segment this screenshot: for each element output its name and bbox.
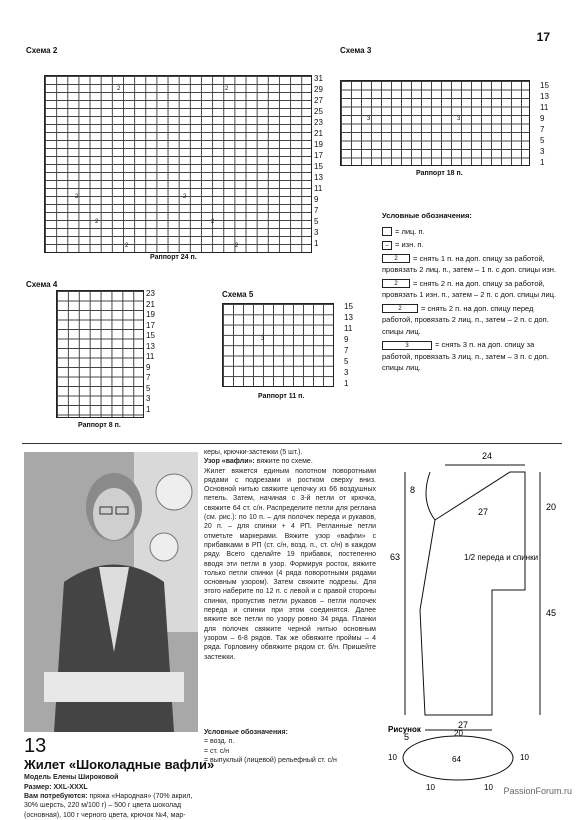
scheme-3-title: Схема 3 xyxy=(340,46,372,55)
scheme-4-title: Схема 4 xyxy=(26,280,58,289)
dim-bottom: 27 xyxy=(458,720,469,730)
scheme-3-repeat: Раппорт 18 п. xyxy=(416,170,463,177)
model-author: Модель Елены Широковой xyxy=(24,774,119,781)
legend xyxy=(382,210,562,376)
article-number: 13 xyxy=(24,735,47,757)
cable-2-symbol: 2 xyxy=(382,254,410,263)
scheme-2-grid: 2 2 2 2 2 2 2 2 xyxy=(44,75,312,253)
legend-item: 2 = снять 1 п. на доп. спицу за работой, провязать 2 лиц. п., затем – 1 п. с доп. спицы изн. xyxy=(382,253,557,274)
dim-height: 63 xyxy=(390,552,401,562)
column-2: керы, крючки-застежки (5 шт.). Узор «вафли»: вяжите по схеме. Жилет вяжется единым полотном поворотными рядами с подрезами и ростком сверху вниз. Основной нитью свяжите цепочку из 66 воздушных петель. Затем, начиная с 3-й петли от крючка, свяжите 64 ст. с/н. Распределите петли для реглана (см. рис.): по 10 п. – для полочек переда и рукавов, 20 п. – для спинки + 4 РП. Регланные петли отметьте маркерами. Вяжите узор «вафли» с прибавками в РП (ст. с/н, возд. п., ст. с/н) в каждом ряду. Всего сделайте 19 прибавок, постепенно вводя эти петли в узор. Формируя росток, вяжите только петли спинки (4 ряда поворотными рядами основным узором). Затем свяжите подрезы. Для этого наберите по 12 п. с левой и с правой стороны спинки, пропустив петли рукавов – петли полочек переда и спинки при этом соединятся. Далее вяжите все петли по узору ровно 34 ряда. Планки для полочек свяжите черной нитью основным узором – 6-8 рядов. Так же обвяжите проймы – 4 ряда. Горловину обвяжите рядом ст. б/н. Пришейте застежки. xyxy=(204,449,376,661)
legend-item: = лиц. п. xyxy=(382,226,562,238)
legend-item: 2 = снять 2 п. на доп. спицу перед работой, провязать 2 лиц. п., затем – 2 п. с доп. спицы лиц. xyxy=(382,303,549,336)
scheme-4-grid xyxy=(56,290,144,418)
dim-slope: 27 xyxy=(478,507,489,517)
oval-center: 64 xyxy=(452,755,461,764)
needs: Вам потребуются: пряжа «Народная» (70% акрил, 30% шерсть, 220 м/100 г) – 500 г цвета шоколад (основная), 100 г черного цвета, крючок №4, мар- xyxy=(24,793,193,819)
figure-title: Рисунок xyxy=(388,725,421,734)
dim-top: 24 xyxy=(482,451,493,461)
model-photo-illustration xyxy=(24,452,198,732)
legend-item: 2 = снять 2 п. на доп. спицу за работой, провязать 1 изн. п., затем – 2 п. с доп. спицы лиц. xyxy=(382,278,557,299)
size: Размер: XXL-XXXL xyxy=(24,784,88,791)
scheme-2-repeat: Раппорт 24 п. xyxy=(150,254,197,261)
pattern-label: 1/2 переда и спинки xyxy=(464,553,539,562)
oval-left: 10 xyxy=(388,753,397,762)
dim-small: 5 xyxy=(404,732,410,742)
oval-top: 20 xyxy=(454,729,463,738)
page-number: 17 xyxy=(536,30,550,44)
legend-item: 3 = снять 3 п. на доп. спицу за работой, провязать 3 лиц. п., затем – 3 п. с доп. спицы лиц. xyxy=(382,340,549,372)
scheme-2-title: Схема 2 xyxy=(26,46,58,55)
watermark: PassionForum.ru xyxy=(503,786,572,796)
legend-2: Условные обозначения: = возд. п. = ст. с/н = выпуклый (лицевой) рельефный ст. с/н xyxy=(204,729,337,764)
cable-2b-symbol: 2 xyxy=(382,279,410,288)
dim-left-top: 8 xyxy=(410,485,416,495)
oval-bottom-right: 10 xyxy=(484,783,493,792)
scheme-3-grid: 3 3 xyxy=(340,80,530,166)
scheme-5-row-numbers: 15 13 11 9 7 5 3 1 xyxy=(344,302,353,388)
model-photo xyxy=(24,452,198,732)
dim-right-low: 45 xyxy=(546,608,557,618)
legend-item: – = изн. п. xyxy=(382,239,562,251)
scheme-5-grid: 3 xyxy=(222,303,334,387)
cable-3-symbol: 3 xyxy=(382,341,432,350)
pattern-outline xyxy=(420,472,525,715)
legend-title: Условные обозначения: xyxy=(382,211,472,220)
scheme-2-row-numbers: 31 29 27 25 23 21 19 17 15 13 11 9 7 5 3 1 xyxy=(314,74,323,248)
scheme-5-repeat: Раппорт 11 п. xyxy=(258,393,305,400)
scheme-4-row-numbers: 23 21 19 17 15 13 11 9 7 5 3 1 xyxy=(146,289,155,414)
article-title: Жилет «Шоколадные вафли» xyxy=(24,757,215,772)
scheme-3-row-numbers: 15 13 11 9 7 5 3 1 xyxy=(540,81,549,167)
scheme-5-title: Схема 5 xyxy=(222,290,254,299)
oval-bottom-left: 10 xyxy=(426,783,435,792)
instructions-body: Жилет вяжется единым полотном поворотными рядами с подрезами и ростком сверху вниз. Основной нитью свяжите цепочку из 66 воздушных петель. Затем, начиная с 3-й петли от крючка, свяжите 64 ст. с/н. Распределите петли для реглана (см. рис.): по 10 п. – для полочек переда и рукавов, 20 п. – для спинки + 4 РП. Регланные петли отметьте маркерами. Вяжите узор «вафли» с прибавками в РП (ст. с/н, возд. п., ст. с/н) в каждом ряду. Всего сделайте 19 прибавок, постепенно вводя эти петли в узор. Формируя росток, вяжите только петли спинки (4 ряда поворотными рядами основным узором). Затем свяжите подрезы. Для этого наберите по 12 п. с левой и с правой стороны спинки, пропустив петли рукавов – петли полочек переда и спинки при этом соединятся. Далее вяжите все петли по узору ровно 34 ряда. Планки для полочек свяжите черной нитью основным узором – 6-8 рядов. Так же обвяжите проймы – 4 ряда. Горловину обвяжите рядом ст. б/н. Пришейте застежки. xyxy=(204,467,376,661)
dim-right: 20 xyxy=(546,502,557,512)
garment-diagram xyxy=(380,440,570,800)
oval-right: 10 xyxy=(520,753,529,762)
knit-symbol xyxy=(382,227,392,236)
scheme-4-repeat: Раппорт 8 п. xyxy=(78,422,121,429)
purl-symbol: – xyxy=(382,241,392,250)
cable-2c-symbol: 2 xyxy=(382,304,418,313)
